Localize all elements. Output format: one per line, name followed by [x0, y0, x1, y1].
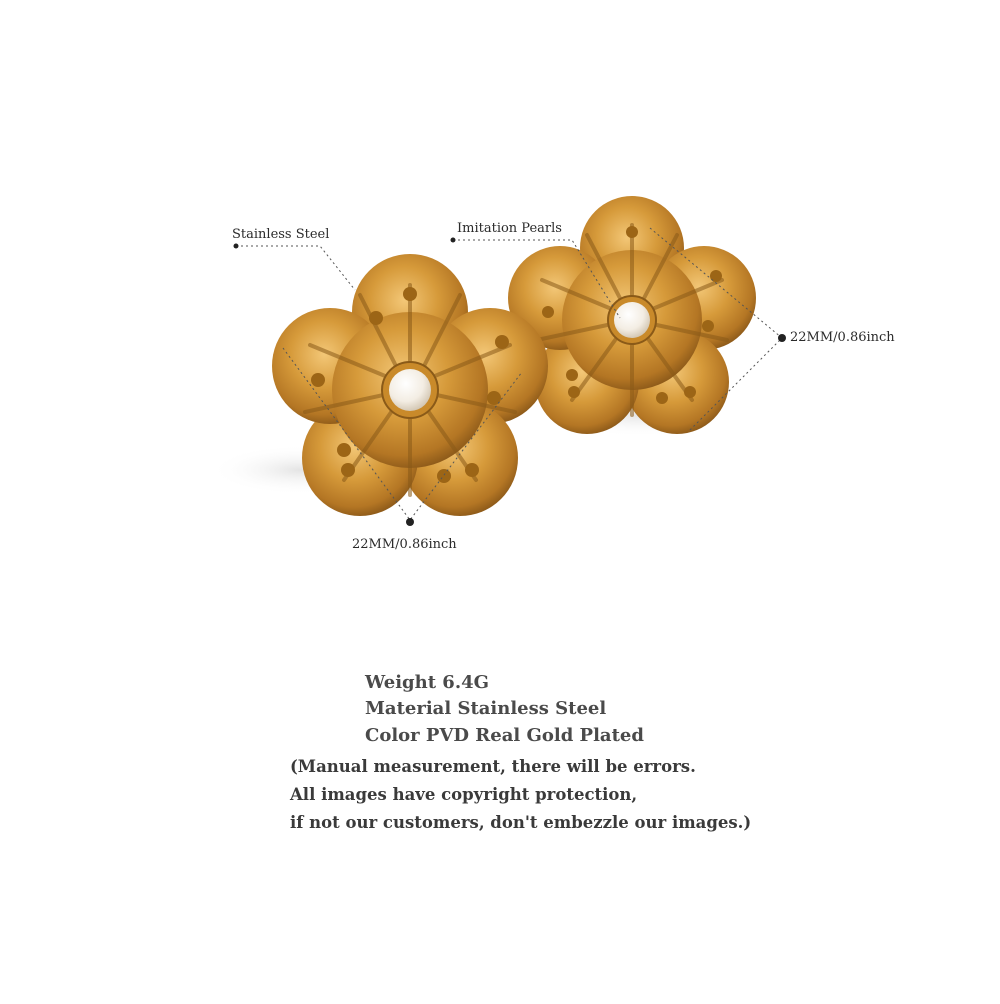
spec-color: Color PVD Real Gold Plated — [365, 725, 644, 746]
spec-weight: Weight 6.4G — [365, 672, 489, 693]
note-line-1: (Manual measurement, there will be errors. — [290, 757, 696, 776]
right-pearl — [614, 302, 650, 338]
spec-material: Material Stainless Steel — [365, 698, 607, 719]
callout-stainless-steel: Stainless Steel — [232, 227, 330, 242]
note-line-3: if not our customers, don't embezzle our images.) — [290, 813, 752, 832]
left-pearl — [389, 369, 431, 411]
callout-imitation-pearls: Imitation Pearls — [457, 221, 562, 236]
callout-left-size: 22MM/0.86inch — [352, 537, 457, 552]
callout-right-size: 22MM/0.86inch — [790, 330, 895, 345]
note-line-2: All images have copyright protection, — [290, 785, 638, 804]
left-flower-earring — [272, 254, 548, 516]
